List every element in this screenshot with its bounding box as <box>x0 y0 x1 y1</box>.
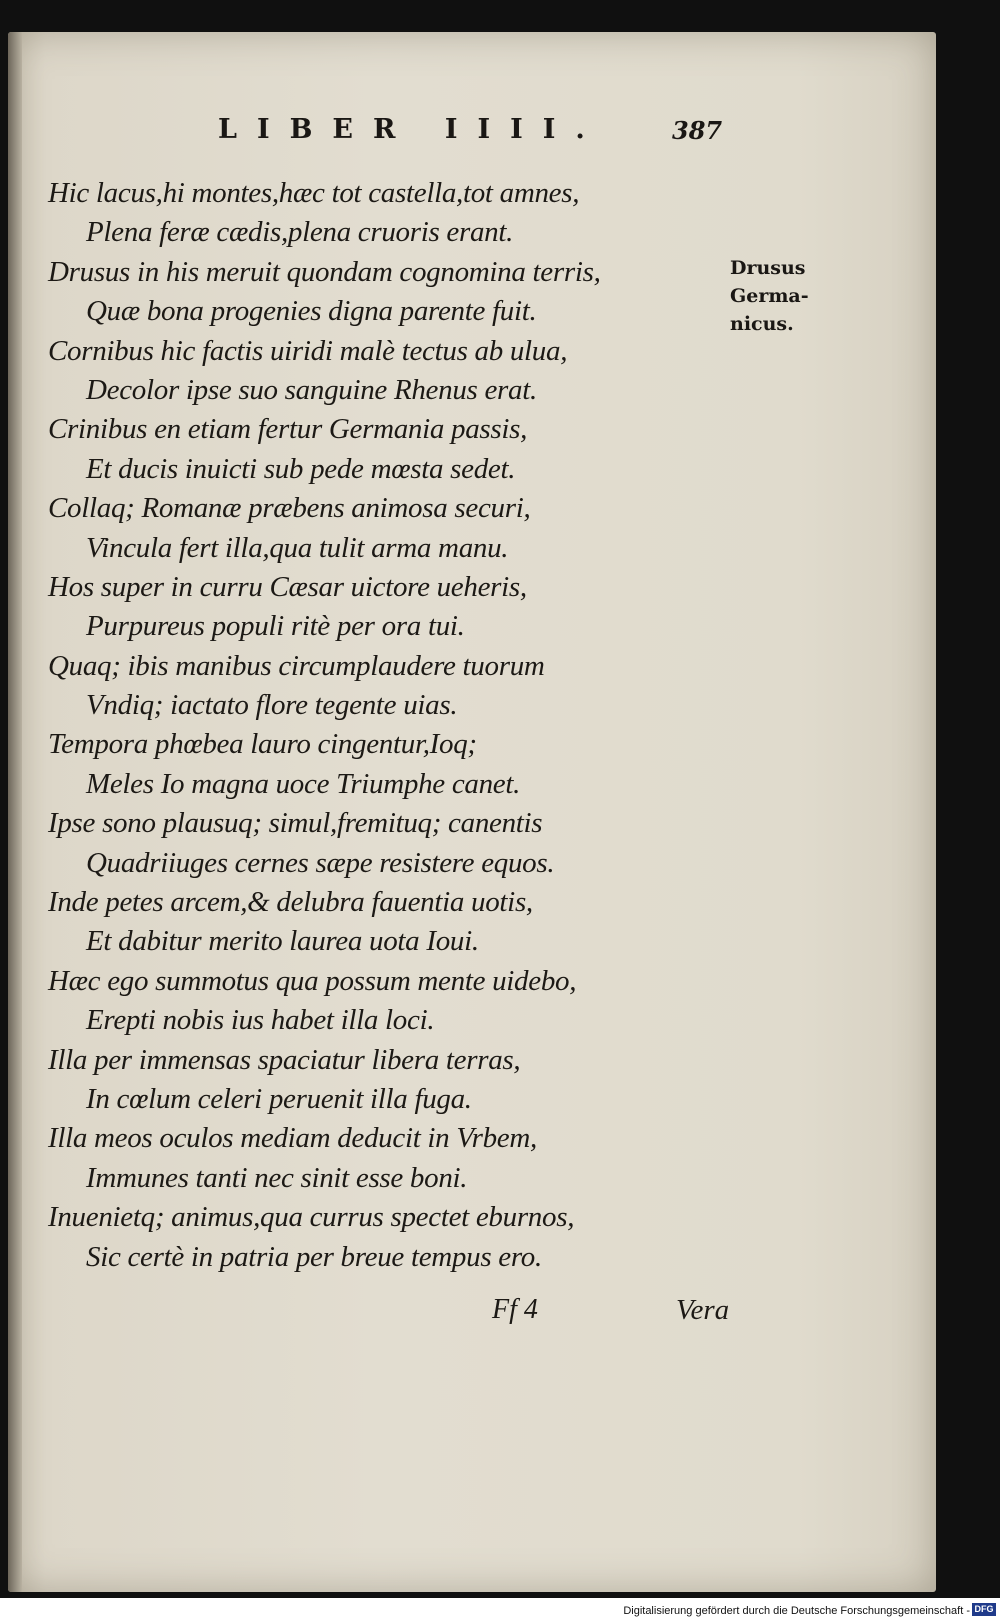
verse-line: Illa per immensas spaciatur libera terras, <box>48 1043 521 1076</box>
verse-line: Sic certè in patria per breue tempus ero. <box>86 1240 542 1273</box>
marginal-note-line: nicus. <box>730 313 794 335</box>
verse-line: Plena feræ cædis,plena cruoris erant. <box>86 216 514 249</box>
dfg-logo: DFG <box>972 1603 996 1616</box>
catchword: Vera <box>676 1294 730 1326</box>
verse-line: Quæ bona progenies digna parente fuit. <box>86 295 537 328</box>
marginal-note-line: Germa- <box>730 285 809 307</box>
verse-line: Cornibus hic factis uiridi malè tectus ab ulua, <box>48 334 568 367</box>
verse-line: Quadriiuges cernes sæpe resistere equos. <box>86 846 555 879</box>
book-page <box>8 32 936 1592</box>
verse-line: Erepti nobis ius habet illa loci. <box>86 1004 435 1037</box>
marginal-note <box>730 254 809 338</box>
verse-line: Ipse sono plausuq; simul,fremituq; canentis <box>48 807 543 840</box>
page-gutter-edge <box>8 32 22 1592</box>
verse-line: Drusus in his meruit quondam cognomina terris, <box>48 255 601 288</box>
verse-line: Et ducis inuicti sub pede mœsta sedet. <box>86 452 516 485</box>
running-head: LIBER IIII. <box>218 114 605 145</box>
signature-mark: Ff 4 <box>492 1294 538 1325</box>
verse-line: Hæc ego summotus qua possum mente uidebo, <box>48 964 577 997</box>
verse-line: Et dabitur merito laurea uota Ioui. <box>86 925 479 958</box>
verse-line: In cœlum celeri peruenit illa fuga. <box>86 1082 472 1115</box>
verse-line: Hos super in curru Cæsar uictore ueheris, <box>48 570 527 603</box>
verse-line: Quaq; ibis manibus circumplaudere tuorum <box>48 649 545 682</box>
marginal-note-line: Drusus <box>730 257 806 279</box>
credit-bar <box>0 1598 1000 1620</box>
verse-line: Illa meos oculos mediam deducit in Vrbem, <box>48 1122 537 1155</box>
page-number: 387 <box>672 116 723 145</box>
verse-line: Collaq; Romanæ præbens animosa securi, <box>48 492 531 525</box>
verse-line: Vndiq; iactato flore tegente uias. <box>86 689 458 722</box>
verse-line: Immunes tanti nec sinit esse boni. <box>86 1161 468 1194</box>
verse-line: Crinibus en etiam fertur Germania passis, <box>48 413 528 446</box>
verse-line: Inde petes arcem,& delubra fauentia uotis, <box>48 886 533 919</box>
verse-line: Decolor ipse suo sanguine Rhenus erat. <box>86 373 537 406</box>
verse-line: Inuenietq; animus,qua currus spectet eburnos, <box>48 1201 575 1234</box>
verse-line: Meles Io magna uoce Triumphe canet. <box>86 767 521 800</box>
verse-line: Vincula fert illa,qua tulit arma manu. <box>86 531 509 564</box>
verse-line: Purpureus populi ritè per ora tui. <box>86 610 465 643</box>
verse-line: Hic lacus,hi montes,hæc tot castella,tot amnes, <box>48 177 580 209</box>
verse-text <box>48 174 668 1277</box>
credit-text: Digitalisierung gefördert durch die Deutsche Forschungsgemeinschaft - <box>623 1605 970 1617</box>
verse-line: Tempora phœbea lauro cingentur,Ioq; <box>48 728 477 761</box>
